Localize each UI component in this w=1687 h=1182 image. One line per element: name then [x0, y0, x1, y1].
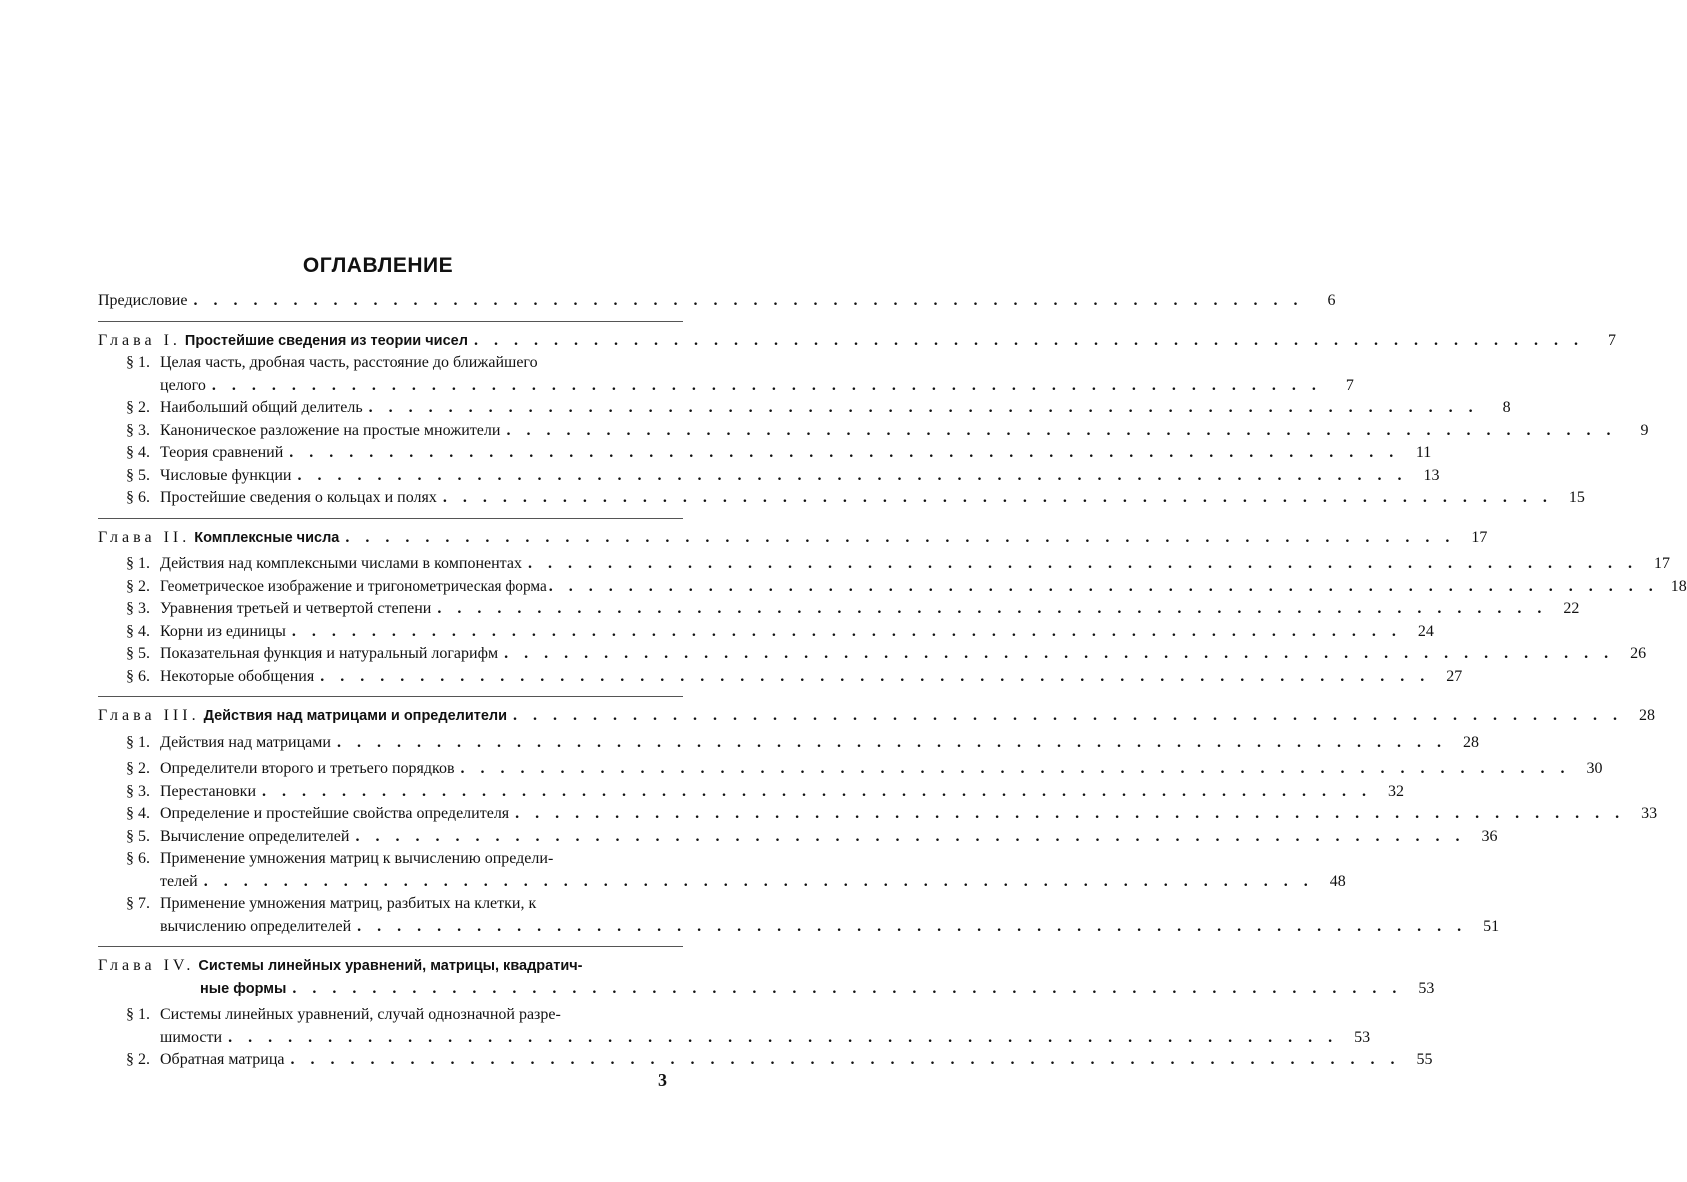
chapter-heading — [98, 705, 1656, 728]
toc-section — [98, 397, 1511, 420]
page-number: 17 — [1653, 555, 1670, 572]
section-title: Определение и простейшие свойства определителя — [160, 805, 510, 822]
section-title: Целая часть, дробная часть, расстояние до ближайшего — [160, 354, 538, 371]
toc-section — [98, 598, 1580, 621]
page-number: 27 — [1446, 667, 1463, 685]
toc-section — [98, 758, 1603, 781]
chapter-label: Глава I. — [98, 331, 181, 349]
toc-section — [98, 420, 1649, 443]
dot-leader — [369, 397, 1479, 420]
toc-section — [98, 643, 1647, 666]
dot-leader — [212, 375, 1322, 398]
page-number: 30 — [1586, 760, 1603, 777]
toc-section — [98, 732, 1479, 755]
section-number: § 5. — [126, 466, 150, 484]
section-number: § 6. — [126, 850, 150, 867]
section-number: § 6. — [126, 489, 150, 506]
chapter-title: Комплексные числа — [194, 529, 340, 546]
page-number: 22 — [1563, 600, 1580, 617]
toc-section — [98, 465, 1440, 488]
dot-leader — [443, 487, 1553, 510]
section-title: целого — [160, 376, 206, 394]
toc-section — [98, 1049, 1433, 1072]
divider — [98, 946, 683, 947]
page-number: 6 — [1327, 292, 1336, 309]
dot-leader — [549, 576, 1659, 599]
dot-leader — [204, 871, 1314, 894]
dot-leader — [320, 666, 1430, 689]
section-title: Числовые функции — [160, 466, 292, 484]
page-number: 28 — [1639, 707, 1656, 724]
section-title: Действия над комплексными числами в компонентах — [160, 555, 522, 572]
section-number: § 4. — [126, 444, 150, 461]
divider — [98, 518, 683, 519]
dot-leader — [474, 330, 1584, 353]
dot-leader — [291, 1049, 1401, 1072]
chapter-heading — [98, 527, 1488, 550]
chapter-heading-continuation — [98, 978, 1435, 1001]
toc-section-continuation — [98, 916, 1500, 939]
section-title: Корни из единицы — [160, 622, 286, 640]
divider — [98, 696, 683, 697]
dot-leader — [461, 758, 1571, 781]
section-title: Каноническое разложение на простые множители — [160, 421, 501, 439]
section-number: § 5. — [126, 827, 150, 845]
page-number: 36 — [1481, 827, 1498, 845]
section-number: § 5. — [126, 645, 150, 662]
page-number: 11 — [1415, 444, 1432, 461]
toc-section-continuation — [98, 375, 1354, 398]
section-number: § 2. — [126, 577, 150, 595]
page-number: 17 — [1471, 528, 1488, 546]
dot-leader — [228, 1027, 1338, 1050]
dot-leader — [289, 442, 1399, 465]
toc-section-continuation — [98, 1027, 1371, 1050]
page-number: 9 — [1640, 421, 1649, 439]
divider — [98, 321, 683, 322]
dot-leader — [504, 643, 1614, 666]
section-number: § 3. — [126, 600, 150, 617]
section-title: Некоторые обобщения — [160, 667, 315, 685]
section-number: § 1. — [126, 733, 150, 751]
section-title: Действия над матрицами — [160, 733, 331, 751]
toc-section — [98, 666, 1463, 689]
page-folio-number: 3 — [658, 1070, 667, 1090]
section-number: § 4. — [126, 622, 150, 640]
chapter-label: Глава II. — [98, 528, 191, 546]
table-of-contents — [98, 290, 1687, 1072]
dot-leader — [357, 916, 1467, 939]
dot-leader — [292, 621, 1402, 644]
page-number: 51 — [1483, 917, 1500, 935]
section-title: Применение умножения матриц к вычислению определи- — [160, 850, 554, 867]
chapter-title: ные формы — [200, 980, 287, 997]
toc-section — [98, 442, 1432, 465]
chapter-title: Действия над матрицами и определители — [203, 708, 508, 724]
toc-section — [98, 576, 1687, 599]
toc-section — [98, 352, 711, 375]
section-number: § 6. — [126, 667, 150, 685]
page-number: 15 — [1568, 489, 1585, 506]
section-title: Показательная функция и натуральный логарифм — [160, 645, 499, 662]
page-number: 13 — [1423, 466, 1440, 484]
page-number: 26 — [1630, 645, 1647, 662]
section-title: Системы линейных уравнений, случай однозначной разре- — [160, 1006, 561, 1023]
page-number: 28 — [1462, 733, 1479, 751]
toc-section — [98, 781, 1404, 804]
toc-section — [98, 893, 711, 916]
dot-leader — [297, 465, 1407, 488]
chapter-heading — [98, 330, 1616, 353]
toc-section — [98, 848, 711, 871]
section-title: Перестановки — [160, 782, 256, 800]
chapter-title: Системы линейных уравнений, матрицы, квадратич- — [198, 958, 583, 974]
section-title: Определители второго и третьего порядков — [160, 760, 455, 777]
toc-entry-preface — [98, 290, 1336, 313]
section-title: Вычисление определителей — [160, 827, 350, 845]
section-number: § 2. — [126, 1051, 150, 1068]
toc-section — [98, 1004, 711, 1027]
chapter-label: Глава III. — [98, 707, 200, 724]
section-number: § 3. — [126, 421, 150, 439]
section-title: Геометрическое изображение и тригонометрическая форма — [160, 577, 547, 595]
page-number: 55 — [1416, 1051, 1433, 1068]
dot-leader — [515, 803, 1625, 826]
page-number: 53 — [1418, 979, 1435, 997]
toc-section — [98, 826, 1498, 849]
page-number: 18 — [1670, 577, 1687, 595]
section-number: § 1. — [126, 1006, 150, 1023]
chapter-title: Простейшие сведения из теории чисел — [184, 332, 468, 349]
toc-section — [98, 803, 1658, 826]
section-number: § 2. — [126, 399, 150, 416]
section-number: § 1. — [126, 354, 150, 371]
dot-leader — [345, 527, 1455, 550]
toc-section — [98, 553, 1670, 576]
page-number: 8 — [1502, 399, 1511, 416]
section-title: Уравнения третьей и четвертой степени — [160, 600, 432, 617]
dot-leader — [506, 420, 1616, 443]
section-title: Наибольший общий делитель — [160, 399, 363, 416]
toc-section — [98, 487, 1585, 510]
page-number: 7 — [1607, 331, 1616, 349]
dot-leader — [193, 290, 1303, 313]
page-number: 7 — [1345, 376, 1354, 394]
dot-leader — [437, 598, 1547, 621]
section-number: § 4. — [126, 805, 150, 822]
page-number: 53 — [1354, 1028, 1371, 1046]
section-title: вычислению определителей — [160, 917, 352, 935]
dot-leader — [262, 781, 1372, 804]
chapter-heading — [98, 955, 683, 978]
section-title: Обратная матрица — [160, 1051, 285, 1068]
section-number: § 1. — [126, 555, 150, 572]
page-number: 33 — [1641, 805, 1658, 822]
dot-leader — [528, 553, 1638, 576]
page-number: 32 — [1388, 782, 1404, 800]
page-number: 48 — [1329, 872, 1346, 890]
dot-leader — [513, 705, 1623, 728]
section-title: Простейшие сведения о кольцах и полях — [160, 489, 437, 506]
section-title: Теория сравнений — [160, 444, 284, 461]
dot-leader — [292, 978, 1402, 1001]
section-title: Применение умножения матриц, разбитых на клетки, к — [160, 895, 537, 912]
page-title: ОГЛАВЛЕНИЕ — [302, 254, 454, 277]
section-number: § 3. — [126, 782, 150, 800]
page-number: 24 — [1417, 622, 1434, 640]
preface-label: Предисловие — [98, 292, 188, 309]
section-title: телей — [160, 872, 198, 890]
toc-section-continuation — [98, 871, 1346, 894]
section-title: шимости — [160, 1028, 223, 1046]
dot-leader — [355, 826, 1465, 849]
dot-leader — [337, 732, 1447, 755]
section-number: § 2. — [126, 760, 150, 777]
section-number: § 7. — [126, 895, 150, 912]
toc-section — [98, 621, 1434, 644]
chapter-label: Глава IV. — [98, 957, 195, 974]
